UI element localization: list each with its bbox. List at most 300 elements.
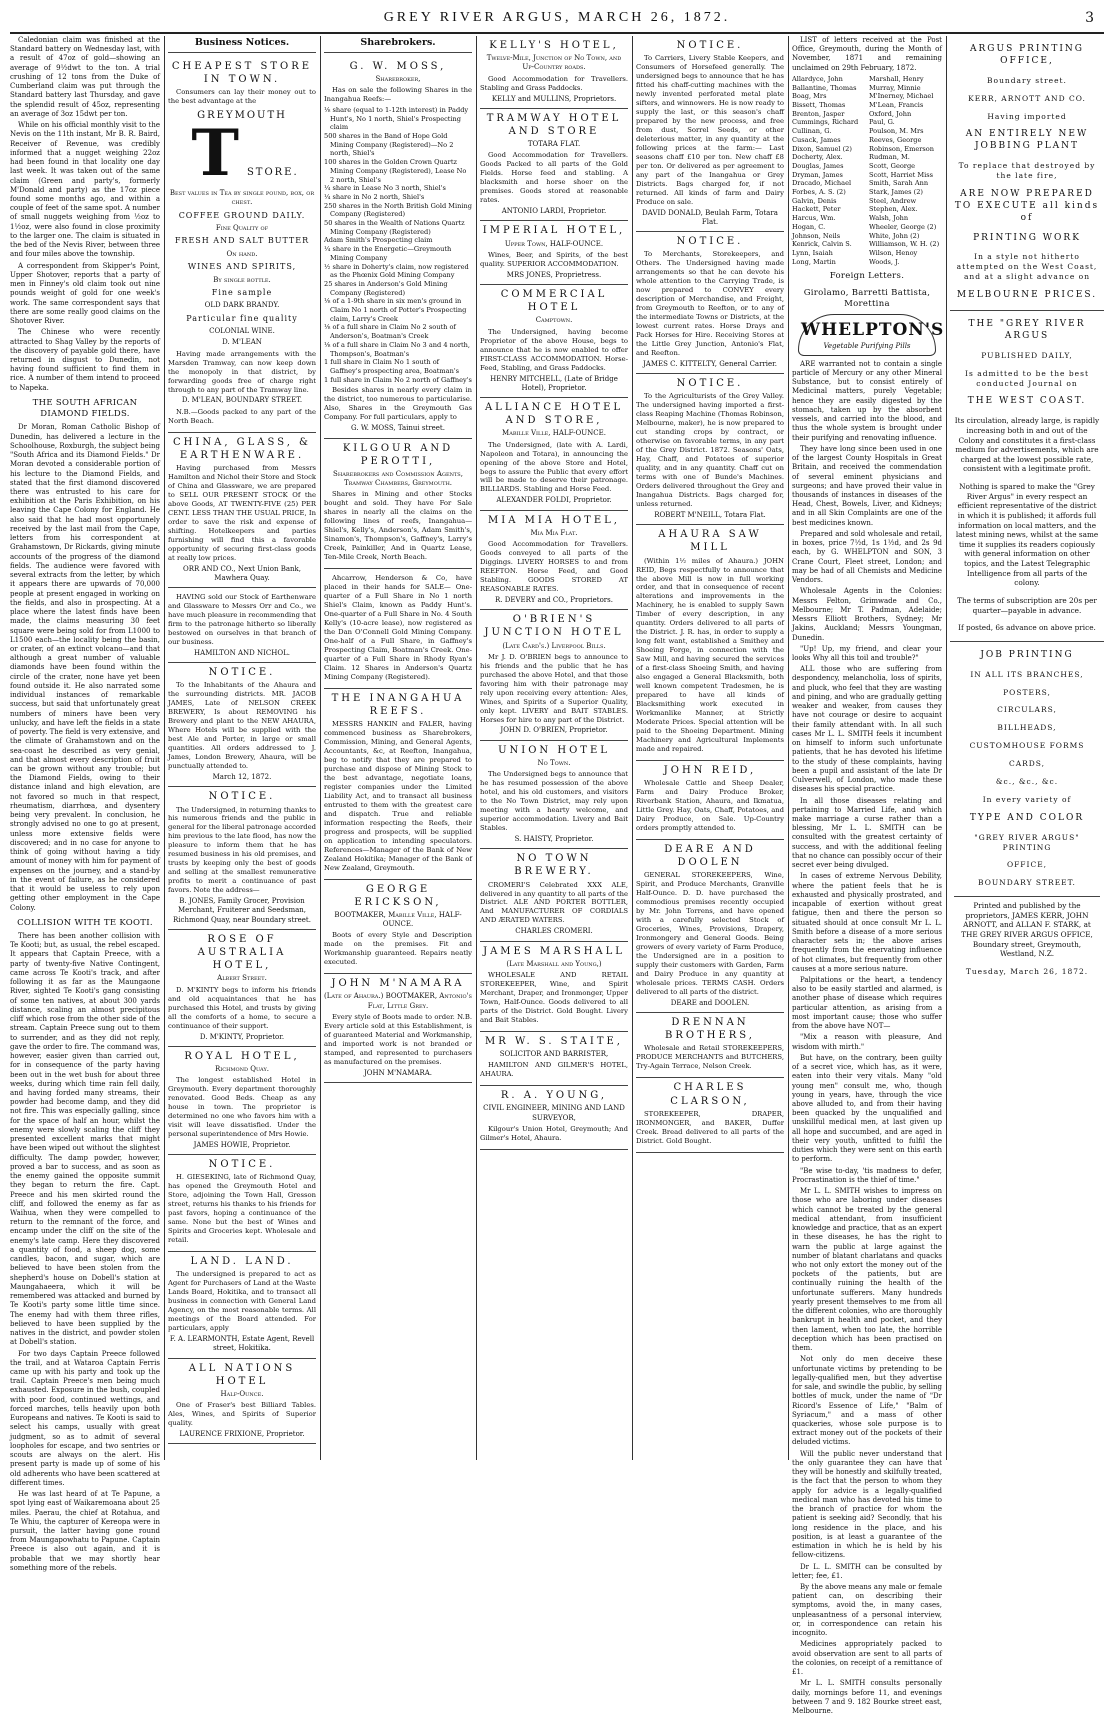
ad-heading: G. W. MOSS,: [349, 60, 447, 72]
ad-signature: HENRY MITCHELL, (Late of Bridge Hotel), Proprietor.: [490, 374, 618, 392]
advertisement: [636, 1013, 784, 1078]
ad-subheading: Sharebrokers and Commission Agents, Tramway Chambers, Greymouth.: [333, 469, 463, 488]
ad-body: MESSRS HANKIN and FALER, having commenced business as Sharebrokers, Commission, Mining, and General Agents, Accountants, &c, at Reefton, Inangahua, beg to notify that they are prepared to purchase and dispose of Mining Stock to the best advantage, negotiate loans, register companies under the Limited Liability Act, and to transact all business entrusted to them with the greatest care and dispatch. True and reliable information respecting the Reefs, their progress and prospects, will be supplied on application to intending speculators. References—Manager of the Bank of New Zealand Hokitika; Manager of the Bank of New Zealand, Greymouth.: [324, 720, 472, 872]
advertisement: [480, 849, 628, 941]
office-line: In a style not hitherto attempted on the West Coast, and at a slight advance on: [956, 252, 1098, 282]
office-line: ARE NOW PREPARED TO EXECUTE all kinds of: [954, 188, 1100, 223]
foreign-letters: Girolamo, Barretti Battista, Morettina: [803, 287, 931, 309]
ad-body: Wholesale Cattle and Sheep Dealer, Farm and Dairy Produce Broker, Riverbank Station, Ahaura, and Ikmatua, Little Grey. Hay, Oats, Chaff, Potatoes, and Dairy Produce, on Sale. Up-Country orders promptly attended to.: [636, 779, 784, 832]
ad-heading: ROYAL HOTEL,: [184, 1050, 300, 1062]
ad-signature: ROBERT M'NEILL, Totara Flat.: [654, 510, 766, 519]
office-line: KERR, ARNOTT AND CO.: [968, 93, 1086, 103]
share-item: 100 shares in the Golden Crown Quartz Mining Company (Registered), Lease No 2 north, Shiel's: [324, 158, 467, 184]
advertisement: [324, 974, 472, 1083]
news-paragraph: While on his official monthly visit to the Nevis on the 11th instant, Mr B. R. Baird, Receiver of Revenue, was credibly informed that a nugget weighing 22oz had been found in that locality one day last week. It was taken out of the same claim (Green and party's, formerly M'Donald and party) as the 17oz piece found some months ago, and within a couple of feet of the same spot. A number of small nuggets weighing from ½oz to 1½oz, were also found in close proximity to the larger one. The claim is situated in the bed of the Nevis River, between three and four miles above the township.: [10, 121, 160, 259]
ad-signature: D. M'LEAN: [222, 338, 262, 347]
ad-subheading: (Late Card's.) Liverpool Bills.: [502, 641, 606, 650]
column-rule: [164, 36, 165, 1460]
ad-heading: NOTICE.: [676, 40, 744, 51]
ad-signature: KELLY and MULLINS, Proprietors.: [491, 94, 617, 103]
job-line: POSTERS,: [1003, 687, 1051, 697]
news-paragraph: The Chinese who were recently attracted to Shag Valley by the reports of the discovery of payable gold there, have returned in disgust to Dunedin, not having found sufficient to find them in rice. A number of them intend to proceed to Napeka.: [10, 328, 160, 392]
letter-name: Dryman, James: [792, 170, 843, 179]
ad-heading: MR W. S. STAITE,: [485, 1035, 623, 1047]
ad-body: Good Accommodation for Travellers. Goods Packed to all parts of the Gold Fields. Horse feed and stabling. A blacksmith and horse shoer on the premises. Goods stored at reasonable rates.: [480, 151, 628, 205]
letters-list-right: [869, 75, 942, 266]
column-header: Business Notices.: [168, 37, 316, 53]
letters-list: [792, 75, 942, 266]
share-item: ⅛ share (equal to 1-12th interest) in Paddy Hunt's, No 1 north, Shiel's Prospecting claim: [324, 105, 469, 132]
letter-name: Galvin, Denis: [792, 196, 837, 205]
ad-body: The Undersigned, (late with A. Lardi, Napoleon and Totara), in announcing the opening of the above Store and Hotel, begs to assure the Public that every effort will be made to deserve their patronage. BILLIARDS. Stabling and Horse Feed.: [480, 440, 628, 494]
ad-body: Mr J. D. O'BRIEN begs to announce to his friends and the public that he has purchased the above Hotel, and that those favoring him with their patronage may rely upon receiving every attention: Ales, Wines, and Spirits of a Superior Quality, only kept. LIVERY and BAIT STABLES. Horses for hire to any part of the District.: [480, 652, 628, 724]
ad-signature: CHARLES CROMERI.: [515, 927, 593, 936]
divider: [950, 310, 1104, 311]
share-item: ⅛ of a full share in Claim No 3 and 4 north, Thompson's, Boatman's: [324, 340, 470, 358]
share-item: Adam Smith's Prospecting claim: [324, 236, 433, 245]
letter-name: Marshall, Henry: [869, 74, 924, 83]
letter-name: Reeves, George: [869, 135, 922, 144]
letter-name: Kenrick, Calvin S.: [792, 240, 852, 249]
advertisement: [168, 1252, 316, 1358]
letter-name: Docherty, Alex.: [792, 153, 843, 162]
letter-name: Williamson, W. H. (2): [869, 240, 940, 249]
letter-name: Rudman, M.: [869, 153, 910, 162]
ad-body: Ahcarrow, Henderson & Co, have placed in their hands for SALE— One-quarter of a Full Share in No 1 north Shiel's Claim, known as Paddy Hunt's. One-quarter of a Full Share in No. 4 South Kelly's (10-acre lease), now registered as the Dan O'Connell Gold Mining Company. One-half of a Full Share, in Gaffney's Prospecting Claim, Boatman's Creek. One-quarter of a Full Share in Rhody Ryan's Claim. 12 Shares in Anderson's Quartz Mining Company (Registered).: [324, 574, 472, 681]
advert-paragraph: Medicines appropriately packed to avoid observation are sent to all parts of the colonies, on receipt of a remittance of £1.: [792, 1640, 942, 1677]
ad-line: Fine Quality of: [215, 224, 269, 233]
ad-signature: HAMILTON AND NICHOL.: [194, 648, 290, 657]
ad-signature: JOHN M'NAMARA.: [363, 1068, 433, 1077]
advert-paragraph: By the above means any male or female patient can, on describing their symptoms, avoid the, in many cases, unpleasantness of a personal interview, or, in correspondence can retain his incognito.: [792, 1582, 942, 1638]
advertisement: [324, 439, 472, 570]
ad-subheading: Mabille Ville, HALF-OUNCE.: [502, 429, 606, 438]
ad-signature: F. A. LEARMONTH, Estate Agent, Revell street, Hokitika.: [169, 1335, 315, 1353]
advertisement: [636, 1078, 784, 1152]
ad-heading: CHARLES CLARSON,: [670, 1082, 750, 1107]
ad-body: Kilgour's Union Hotel, Greymouth; And Gilmer's Hotel, Ahaura.: [480, 1124, 628, 1142]
letter-name: Brenton, Jasper: [792, 109, 845, 118]
ad-heading: COMMERCIAL HOTEL: [500, 289, 608, 314]
letters-list-left: [792, 75, 865, 266]
advert-paragraph: "Up! Up, my friend, and clear your looks Why all this toil and trouble?": [792, 644, 942, 662]
news-paragraph: Caledonian claim was finished at the Standard battery on Wednesday last, with a result of 47oz of gold—showing an average of 9½dwt to the ton. A trial crushing of 12 tons from the Duke of Cumberland claim was put through the Standard battery last Thursday, and gave the splendid result of 45oz, representing an average of 3oz 15dwt per ton.: [10, 36, 160, 118]
letter-name: Poulson, M. Mrs: [869, 127, 924, 136]
store-banner: [168, 109, 316, 192]
advertisement: [324, 57, 472, 439]
office-line: MELBOURNE PRICES.: [956, 290, 1098, 301]
ad-body: Has on sale the following Shares in the Inangahua Reefs:—: [324, 85, 472, 103]
share-item: ⅛ of a full share in Claim No 2 south of Anderson's, Boatman's Creek: [324, 323, 456, 341]
job-line: JOB PRINTING: [980, 649, 1074, 660]
ad-signature: LAURENCE FRIXIONE, Proprietor.: [179, 1430, 305, 1439]
ad-body: STOREKEEPER, DRAPER, IRONMONGER, and BAKER, Duffer Creek. Bread delivered to all parts of the District. Gold Bought.: [636, 1109, 784, 1145]
ad-signature: B. JONES, Family Grocer, Provision Merchant, Fruiterer and Seedsman, Richmond Quay, near Boundary street.: [173, 897, 311, 924]
advert-paragraph: "Be wise to-day, 'tis madness to defer, Procrastination is the thief of time.": [792, 1166, 942, 1184]
ad-heading: NO TOWN BREWERY.: [514, 853, 594, 878]
ad-subheading: Richmond Quay.: [215, 1064, 269, 1073]
letter-name: Lynn, Isaiah: [792, 249, 833, 257]
share-item: 25 shares in Anderson's Gold Mining Company (Registered): [324, 279, 448, 297]
ad-subheading: Upper Town, HALF-OUNCE.: [504, 239, 604, 248]
letter-name: Harcus, Wm.: [792, 214, 836, 223]
ad-signature: MRS JONES, Proprietress.: [506, 270, 602, 279]
hotels-column: [480, 36, 628, 1460]
advertisement: [324, 569, 472, 689]
ad-body: (Within 1½ miles of Ahaura.) JOHN REID, Begs respectfully to announce that the above Mill is now in full working order, and that in consequence of recent alterations and improvements in the Machinery, he is enabled to supply Sawn Timber of every description, in any quantity. Orders delivered to all parts of the District. J. R. has, in order to supply a long felt want, established a Smithey and Shoeing Forge, in connection with the Saw Mill, and having secured the services of a first-class Shoeing Smith, and having also engaged a General Blacksmith, both well known competent Tradesmen, he is prepared to have all kinds of Blacksmithing work executed in Workmanlike Manner, at Strictly Moderate Prices. Special attention will be paid to the Shoeing Department. Mining Machinery and Agricultural Implements made and repaired.: [636, 556, 784, 753]
ad-body: Wines, Beer, and Spirits, of the best quality. SUPERIOR ACCOMMODATION.: [480, 250, 628, 268]
daily-line: PUBLISHED DAILY,: [981, 350, 1073, 360]
advertisement: [636, 525, 784, 761]
job-line: "GREY RIVER ARGUS" PRINTING: [974, 832, 1080, 852]
advertisement: [168, 930, 316, 1047]
ad-heading: MIA MIA HOTEL,: [488, 514, 620, 526]
ad-body: To Merchants, Storekeepers, and Others. The Undersigned having made arrangements so that he can devote his whole attention to the Carrying Trade, is now prepared to CONVEY every description of Merchandise, and Freight, from Greymouth to Reefton, or to any of the intermediate Towns or Districts, at the lowest current rates. Horse Drays and Pack Horses for Hire. Receiving Stores at the Little Grey Junction, Antonio's Flat, and Reefton.: [636, 250, 784, 357]
ad-body: Consumers can lay their money out to the best advantage at the: [168, 87, 316, 105]
ad-body: Having made arrangements with the Marsden Tramway, can now keep down the monopoly in that district, by forwarding goods free of charge right through to any part of the Tramway line.: [168, 349, 316, 394]
ad-line: Fine sample: [211, 287, 273, 297]
ad-signature: ANTONIO LARDI, Proprietor.: [501, 207, 607, 216]
advertisement: [636, 374, 784, 525]
advert-paragraph: Prepared and sold wholesale and retail, in boxes, price 7½d, 1s 1½d, and 2s 9d each, by G. WHELPTON and SON, 3 Crane Court, Fleet street, London; and may be had of all Chemists and Medicine Vendors.: [792, 529, 942, 585]
job-line: CUSTOMHOUSE FORMS: [969, 741, 1085, 751]
office-line: To replace that destroyed by the late fire,: [958, 161, 1096, 181]
office-line: ARGUS PRINTING OFFICE,: [970, 44, 1084, 66]
advertisement: [480, 109, 628, 222]
column-rule: [476, 36, 477, 1460]
store-name: GREYMOUTH: [197, 109, 287, 121]
ad-subheading: BOOTMAKER, Mabille Ville, HALF-OUNCE.: [334, 910, 462, 929]
ad-heading: TRAMWAY HOTEL AND STORE: [486, 112, 622, 138]
letter-name: Walsh, John: [869, 214, 909, 223]
notices-column: [636, 36, 784, 1460]
letter-name: Paul, G.: [869, 118, 895, 127]
letter-name: Oxford, John: [869, 109, 912, 118]
office-line: Having imported: [987, 111, 1067, 121]
advertisement: [480, 398, 628, 511]
section-heading: COLLISION WITH TE KOOTI.: [17, 917, 153, 928]
ad-signature: ORR AND CO., Next Union Bank, Mawhera Quay.: [182, 564, 302, 582]
ad-signature: JAMES C. KITTELTY, General Carrier.: [643, 359, 777, 368]
ad-body: HAMILTON AND GILMER'S HOTEL, AHAURA.: [480, 1061, 628, 1079]
divider: [950, 641, 1104, 642]
letter-name: Allardyce, John: [792, 74, 843, 83]
store-label: STORE.: [246, 167, 299, 179]
letter-name: Dixon, Samuel (2): [792, 144, 852, 153]
letters-pills-column: [792, 36, 945, 1716]
ad-heading: ALLIANCE HOTEL AND STORE,: [484, 402, 624, 427]
advertisement: [636, 840, 784, 1013]
ad-body: Shares in Mining and other Stocks bought and sold. They have For Sale shares in nearly all the claims on the following lines of reefs, Inangahua— Shiel's, Kelly's, Anderson's, Adam Smith's, Sinamon's, Thompson's, Gaffney's, Larry's Creek, Painkiller, And in Quartz Lease, Ten-Mile Creek, North Beach.: [324, 490, 472, 562]
share-item: ½ share in Doherty's claim, now registered as the Phœnix Gold Mining Company: [324, 262, 469, 280]
ad-heading: ROSE OF AUSTRALIA HOTEL,: [197, 933, 287, 972]
letter-name: Dracado, Michael: [792, 179, 852, 188]
advertisement: [636, 761, 784, 840]
letter-name: Murray, Minnie: [869, 83, 921, 92]
ad-body: The longest established Hotel in Greymouth. Every department thoroughly renovated. Good Beds. Cheap as any house in town. The proprietor is determined no one who favors him with a visit will leave dissatisfied. Under the personal superintendence of Mrs Howie.: [168, 1076, 316, 1138]
advert-paragraph: Not only do men deceive these unfortunate victims by pretending to be legally-qualified men, but they advertise for sale, and swindle the public, by selling bottles of muck, under the name of "Dr Ricord's Essence of Life," "Balm of Syriacum," and a mass of other quackeries, whose sole purpose is to extract money out of the pockets of their deluded victims.: [792, 1355, 942, 1447]
ad-body: The undersigned is prepared to act as Agent for Purchasers of Land at the Waste Lands Board, Hokitika, and to transact all business in connection with General Land Agency, on the most reasonable terms. All meetings of the Board attended. For particulars, apply: [168, 1270, 316, 1333]
letter-name: White, John (2): [869, 231, 920, 240]
news-paragraph: He was last heard of at Te Papune, a spot lying east of Waikaremoana about 25 miles. Paerau, the chief at Rotahua, and Te Whiu, the capturer of Kereopa were in pursuit, the latter having gone round from Maungapowhatu to Papune. Captain Preece is also out again, and it is probable that we may shortly hear something more of the rebels.: [10, 1490, 160, 1572]
ad-body: Wholesale and Retail STOREKEEPERS, PRODUCE MERCHANTS and BUTCHERS, Try-Again Terrace, Nelson Creek.: [636, 1044, 784, 1071]
ad-body: CROMERI'S Celebrated XXX ALE, delivered in any quantity to all parts of the District. ALE AND PORTER BOTTLER, And MANUFACTURER OF CORDIALS AND ÆRATED WATERS.: [480, 880, 628, 925]
store-letter: T: [191, 116, 241, 192]
ad-body: Besides shares in nearly every claim in the district, too numerous to particularise. Also, Shares in the Greymouth Gas Company. For full particulars, apply to: [324, 386, 472, 422]
ad-subheading: No Town.: [537, 758, 571, 767]
ad-heading: NOTICE.: [676, 236, 744, 248]
office-line: PRINTING WORK: [973, 232, 1081, 243]
ad-body: D. M'KINTY begs to inform his friends and old acquaintances that he has purchased this Hotel, and trusts by giving all the comforts of a home, to secure a continuance of their support.: [168, 985, 316, 1030]
ad-line: WINES AND SPIRITS,: [187, 262, 297, 272]
letter-name: Ballantine, Thomas: [792, 83, 857, 92]
letter-name: Douglas, James: [792, 161, 844, 170]
letter-name: Stephen, Alex.: [869, 205, 918, 214]
sharebrokers-column: [324, 36, 472, 1460]
advert-paragraph: They have long since been used in one of the largest County Hospitals in Great Britain, and received the commendation of several eminent physicians and surgeons; and have proved their value in thousands of instances in diseases of the Head, Chest, Bowels, Liver, and Kidneys; and in all Skin Complaints are one of the best medicines known.: [792, 444, 942, 527]
letter-name: Cullinan, G.: [792, 127, 832, 136]
share-item: 50 shares in the Wealth of Nations Quartz Mining Company (Registered): [324, 219, 465, 236]
advertisement: [480, 511, 628, 610]
ad-signature: March 12, 1872.: [212, 773, 272, 782]
ad-body: One of Fraser's best Billiard Tables. Ales, Wines, and Spirits of Superior quality.: [168, 1401, 316, 1428]
ad-signature: ALEXANDER FOLDI, Proprietor.: [496, 496, 612, 505]
ad-line: COLONIAL WINE.: [209, 327, 275, 336]
share-item: 250 shares in the North British Gold Mining Company (Registered): [324, 201, 472, 219]
ad-signature: DEARE and DOOLEN.: [670, 998, 750, 1007]
ad-body: Good Accommodation for Travellers. Stabling and Grass Paddocks.: [480, 74, 628, 92]
ad-body: H. GIESEKING, late of Richmond Quay, has opened the Greymouth Hotel and Store, adjoining the Town Hall, Gresson street, returns his thanks to his friends for past favors, hoping a continuance of the same. None but the best of Wines and Spirits and Groceries kept. Wholesale and retail.: [168, 1173, 316, 1245]
page-number: 3: [1085, 10, 1094, 26]
ad-heading: ALL NATIONS HOTEL: [188, 1362, 296, 1387]
advertisement: [168, 1359, 316, 1445]
ad-heading: R. A. YOUNG,: [500, 1090, 608, 1102]
letter-name: Johnson, Neils: [792, 231, 841, 240]
news-paragraph: There has been another collision with Te Kooti; but, as usual, the rebel escaped. It appears that Captain Preece, with a party of twenty-five Native Contingent, came across Te Kooti's track, and after following it as far as the Maungaone River, sighted Te Kooti's gang consisting of some ten natives, at about 300 yards distance, scaling an almost precipitous cliff which rose from the other side of the stream. Captain Preece sung out to them to surrender, and as they did not reply, gave the order to fire. The command was, however, easier given than carried out, for in consequence of the party having been out in the wet bush for about three weeks, during which time rain fell daily, and having forded many streams, their powder had become damp, and they did not fire. This was especially galling, since for the space of half an hour, whilst the enemy were slowly scaling the cliff they presented excellent marks that might have been wiped out without the slightest difficulty. The damp powder, however, proved a bar to success, and as soon as the enemy gained the opposite summit they began to return the fire. Capt. Preece and his men skirted round the cliff, and followed the enemy as far as Waihua, when they were compelled to return to the remnant of the force, and encamp under the cliff on the site of the enemy's late camp. Here they discovered a quantity of food, a sheep dog, some candles, bacon, and sugar, which are believed to have been stolen from the shepherd's house on Dobell's station at Maungahaeera, which it will be remembered was attacked and burned by Te Kooti's party some little time since. The enemy had with them three rifles, believed to have been supplied by the natives in the district, and powder stolen at Dobell's station.: [10, 931, 160, 1347]
ad-line: By single bottle.: [213, 275, 271, 284]
newspaper-title: GREY RIVER ARGUS, MARCH 26, 1872.: [383, 10, 731, 25]
job-line: TYPE AND COLOR: [969, 812, 1085, 823]
ad-body: WHOLESALE AND RETAIL STOREKEEPER, Wine, and Spirit Merchant, Draper, and Ironmonger, Upper Town, Half-Ounce. Goods delivered to all parts of the District. Gold Bought. Livery and Bait Stables.: [480, 971, 628, 1024]
office-paragraph: Its circulation, already large, is rapidly increasing both in and out of the Colony and constitutes it a first-class medium for advertisements, which are charged at the lowest possible rate, consistent with a legitimate profit.: [954, 416, 1100, 474]
ad-body: Having purchased from Messrs Hamilton and Nichol their Store and Stock of China and Glassware, we are prepared to SELL OUR PRESENT STOCK Of the above Goods, AT TWENTY-FIVE (25) PER CENT. LESS THAN THE USUAL PRICE, In order to save the risk and expense of shifting. Hotelkeepers and parties furnishing will find this a favorable opportunity of securing first-class goods at really low prices.: [168, 464, 316, 562]
ad-subheading: SOLICITOR AND BARRISTER,: [499, 1050, 609, 1059]
advertisement: [480, 942, 628, 1032]
column-rule: [946, 36, 947, 1460]
ad-body: The Undersigned, in returning thanks to his numerous friends and the public in general for the liberal patronage accorded him previous to the late flood, has now the pleasure to inform them that he has resumed business in his old premises, and trusts by keeping only the best of goods and selling at the smallest remunerative profits to merit a continuance of past favors. Note the address—: [168, 805, 316, 895]
news-paragraph: Dr Moran, Roman Catholic Bishop of Dunedin, has delivered a lecture in the Schoolhouse, Roxburgh, the subject being "South Africa and its Diamond Fields." Dr Moran devoted a considerable portion of his lecture to the Diamond Fields, and stated that the first diamond discovered there was entrusted to his care for exhibition at the Paris Exhibition, on his leaving the Cape Colony for England. He also said that he had most opportunely received by the last mail from the Cape, letters from his correspondent at Grahamstown, Dr Rickards, giving minute accounts of the progress of the diamond fields. The audience were favored with several extracts from the letter, by which it appears there are upwards of 70,000 people at present engaged in working on the fields, and also in prospecting. At a place where the latest finds have been made, the claims measuring 30 feet square were being sold for from L1000 to L1500 each—the locality being the basin, or crater, of an extinct volcano—and that although a great number of valuable diamonds have been found within the circle of the crater, none have yet been found outside it. He also narrated some individual instances of remarkable success, but said that unfortunately great numbers of miners have been very unlucky, and have left the fields in a state of poverty. The field is very extensive, and the climate of Grahamstown and on the sea-coast he described as very genial, and that almost every description of fruit can be grown without any trouble; but the Diamond Fields, owing to their distance inland and high elevation, are not favored so much in that respect, rheumatism, diarrhœa, and dysentery being very prevalent. In conclusion, he strongly advised no one to go at present, unless more extensive fields were discovered; and in no case for anyone to think of going without having a tidy amount of money with him for payment of expenses on the journey, and a stand-by in the event of failure, as he considered that it would be useless to rely upon getting other employment in the Cape Colony.: [10, 423, 160, 912]
advert-paragraph: ALL those who are suffering from despondency, melancholia, loss of spirits, and pluck, who feel that they are wasting and pining, and who are gradually getting weaker and weaker, from causes they have not courage or desire to acquaint their family attendant with. In all such cases Mr L. L. SMITH feels it incumbent on himself to inform such unfortunate patients, that he has devoted his lifetime to the study of these complaints, having been a pupil and assistant of the late Dr Culverwell, of London, who made these diseases his special practice.: [792, 665, 942, 794]
daily-line: THE "GREY RIVER ARGUS: [968, 319, 1086, 341]
ad-body: Boots of every Style and Description made on the premises. Fit and Workmanship guaranteed. Repairs neatly executed.: [324, 931, 472, 967]
advertisement: [636, 36, 784, 232]
ad-signature: JAMES HOWIE, Proprietor.: [193, 1140, 291, 1149]
ad-heading: NOTICE.: [676, 378, 744, 390]
ad-subheading: Twelve-Mile, Junction of No Town, and Up-Country roads.: [486, 54, 622, 72]
ad-heading: GEORGE ERICKSON,: [354, 883, 442, 908]
advertisement: [480, 741, 628, 849]
ad-heading: THE INANGAHUA REEFS.: [331, 692, 465, 717]
advert-paragraph: Mr L. L. SMITH consults personally daily, mornings before 11, and evenings between 7 and 9. 182 Bourke street east, Melbourne.: [792, 1679, 942, 1716]
ad-body: To Carriers, Livery Stable Keepers, and Consumers of Horsefeed generally. The undersigned begs to announce that he has fitted his chaff-cutting machines with the newly invented perforated metal plate sifters, and winnowers. He is now ready to supply the last, or this season's chaff prepared by the new process, and free from dust, Sorrel Seeds, or other deleterious matter, in any quantity at the following prices at the farm:— Last seasons chaff £10 per ton. New chaff £8 per ton. Or delivered as per agreement to any part of the Inangahua or Grey Districts. Bags charged for, if not returned. All kinds of farm and Dairy Produce on sale.: [636, 54, 784, 206]
job-line: CIRCULARS,: [997, 705, 1057, 715]
ad-heading: IMPERIAL HOTEL,: [482, 225, 626, 237]
advertisement: [480, 1086, 628, 1150]
ad-body: The Undersigned begs to announce that he has resumed possession of the above hotel, and his old customers, and visitors to the No Town District, may rely upon meeting with a hearty welcome, and superior accommodation. Livery and Bait Stables.: [480, 770, 628, 832]
share-item: 1 full share in Claim No 2 north of Gaffney's: [324, 375, 472, 384]
letter-name: Stark, James (2): [869, 188, 923, 197]
ad-line: FRESH AND SALT BUTTER: [174, 236, 310, 246]
advertisement: [480, 1032, 628, 1086]
advert-paragraph: But have, on the contrary, been guilty of a secret vice, which has, as it were, eaten into their very vitals. Many "old young men" consult me, who, though young in years, have, through the vice above alluded to, and from their having been quacked by the unqualified and unskillful medical men, at last given up all hope and succumbed, and are aged in their very youth, unfitted to fulfil the duties which they were sent on this earth to perform.: [792, 1053, 942, 1164]
ad-heading: KELLY'S HOTEL,: [489, 40, 619, 51]
ad-line: On hand.: [226, 249, 258, 258]
advertisement: [480, 285, 628, 398]
advertisement: [480, 221, 628, 285]
masthead: [10, 8, 1104, 34]
logo-word: WHELPTON'S: [801, 320, 945, 341]
ad-signature: R. DEVERY and CO., Proprietors.: [495, 595, 613, 604]
column-header: Sharebrokers.: [324, 37, 472, 53]
letter-name: Wheeler, George (2): [869, 222, 937, 231]
job-line: BOUNDARY STREET.: [978, 878, 1076, 888]
advertisement: [480, 36, 628, 109]
column-rule: [632, 36, 633, 1460]
share-item: 1 full share in Claim No 1 south of Gaffney's prospecting area, Boatman's: [324, 358, 460, 375]
imprint: Printed and published by the proprietors, JAMES KERR, JOHN ARNOTT, and ALLAN F. STARK, at THE GREY RIVER ARGUS OFFICE, Boundary street, Greymouth, Westland, N.Z.: [954, 896, 1100, 959]
ad-heading: NOTICE.: [208, 1159, 276, 1171]
news-paragraph: For two days Captain Preece followed the trail, and at Wataroa Captain Ferris came up with his party and took up the trail. Captain Preece's men being much exhausted. Exposure in the bush, coupled with poor food, continued wettings, and forced marches, tells heavily upon both Europeans and natives. Te Kooti is said to select his camps, usually with great judgment, so as to admit of several loopholes for escape, and two sentries or scouts are always on the alert. His present party is made up of some of his old adherents who have been scattered at different times.: [10, 1349, 160, 1487]
advertisement: [168, 57, 316, 433]
ad-heading: DRENNAN BROTHERS,: [665, 1017, 755, 1042]
letter-name: Smith, Sarah Ann: [869, 179, 929, 188]
news-paragraph: A correspondent from Skipper's Point, Upper Shotover, reports that a party of men in Finney's old claim took out nine pounds weight of gold for one week's work. The same correspondent says that there are some really good claims on the Shotover River.: [10, 261, 160, 326]
ad-heading: LAND. LAND.: [190, 1256, 294, 1268]
letter-name: Long, Martin: [792, 257, 836, 266]
ad-body: Every style of Boots made to order. N.B. Every article sold at this Establishment, is of guaranteed Material and Workmanship, and imported work is not branded or stamped, and represented to purchasers as manufactured on the premises.: [324, 1012, 472, 1066]
ad-heading: UNION HOTEL: [498, 744, 610, 756]
letter-name: Hogan, C.: [792, 222, 826, 231]
foreign-letters-heading: Foreign Letters.: [829, 271, 905, 282]
advert-paragraph: Mr L. L. SMITH wishes to impress on those who are laboring under diseases which cannot be treated by the general medical attendant, from insufficient knowledge and practice, that as an expert in these diseases, he has the right to warn the public at large against the number of blatant charlatans and quacks who not only extort the money out of the pockets of the patients, but are continually ruining the health of the unfortunate sufferers. Many hundreds yearly present themselves to me from all the different colonies, who are thoroughly bankrupt in health and pocket, and they then lament, when too late, the horrible deception which has been practised on them.: [792, 1187, 942, 1353]
ad-heading: O'BRIEN'S JUNCTION HOTEL: [484, 614, 624, 639]
advertisement: [168, 663, 316, 787]
advert-paragraph: In all those diseases relating and pertaining to Married Life, and which make marriage a curse rather than a blessing, Mr L. L. SMITH can be consulted with the greatest certainty of success, and with the additional feeling that no chance can possibly occur of their secret ever being divulged.: [792, 796, 942, 870]
share-item: ¼ share in No 2 north, Shiel's: [324, 192, 425, 201]
whelpton-logo: [798, 314, 945, 356]
advertisement: [168, 1047, 316, 1155]
job-line: In every variety of: [982, 794, 1072, 804]
ad-subheading: Sharebroker,: [375, 74, 421, 83]
advert-paragraph: ARE warranted not to contain a single particle of Mercury or any other Mineral Substance, but to consist entirely of Medicinal matters, purely Vegetable; hence they are easily digested by the stomach, taken up by the absorbent vessels, and carried into the blood, and thus the whole system is brought under their purifying and renovating influence.: [792, 359, 942, 442]
ad-body: GENERAL STOREKEEPERS, Wine, Spirit, and Produce Merchants, Granville Half-Ounce. D. D. have purchased the commodious premises recently occupied by Mr. John Torrens, and have opened with a carefully selected Stock of Groceries, Wines, Provisions, Drapery, Ironmongery and General Goods. Being growers of every variety of Farm Produce, the Undersigned are in a position to supply their customers with Garden, Farm and Dairy Produce in any quantity at wholesale prices. TERMS CASH. Orders delivered to all parts of the district.: [636, 871, 784, 996]
ad-subheading: Half-Ounce.: [220, 1389, 264, 1398]
job-line: BILLHEADS,: [997, 723, 1057, 733]
ad-heading: KILGOUR AND PEROTTI,: [342, 442, 454, 467]
ad-line: Particular fine quality: [186, 313, 298, 323]
advertisement: [480, 610, 628, 741]
letter-name: M'Inerney, Michael: [869, 92, 934, 101]
letter-name: Steel, Andrew: [869, 196, 917, 205]
ad-subheading: Camptown.: [535, 316, 573, 325]
share-item: ¼ share in the Energetic—Greymouth Mining Company: [324, 245, 452, 262]
argus-office-column: [950, 36, 1104, 1460]
letter-name: Robinson, Emerson: [869, 144, 935, 153]
letter-name: Hackett, Peter: [792, 205, 841, 214]
office-paragraph: Nothing is spared to make the "Grey River Argus" in every respect an efficient representative of the district in which it is published; it affords full information on local matters, and the latest mining news, whilst at the same time it supplies its readers copiously with general information on other topics, and the Latest Telegraphic Intelligence from all parts of the colony.: [955, 482, 1099, 588]
ad-subheading: (Late of Ahaura.) BOOTMAKER, Antonio's Flat, Little Grey.: [324, 992, 472, 1010]
letter-name: Cummings, Richard: [792, 118, 859, 127]
logo-subtitle: Vegetable Purifying Pills: [823, 341, 911, 350]
advertisement: [168, 433, 316, 589]
advert-paragraph: Wholesale Agents in the Colonies: Messrs Felton, Grimwade and Co., Melbourne; Mr T. Padman, Adelaide; Messrs Elliott Brothers, Sydney; Mr Jakins, Auckland; Messrs Youngman, Dunedin.: [792, 587, 942, 642]
ad-heading: NOTICE.: [208, 791, 276, 803]
share-item: ¼ share in Lease No 3 north, Shiel's: [324, 184, 446, 193]
letters-heading: LIST of letters received at the Post Office, Greymouth, during the Month of November, 1871 and remaining unclaimed on 29th February, 1872.: [792, 36, 942, 72]
advert-paragraph: Will the public never understand that the only guarantee they can have that they will be honestly and skilfully treated, is the fact that the person to whom they apply for advice is a legally-qualified medical man who has devoted his time to the branch of practice for whom the patient is seeking aid? Secondly, that his long residence in the place, and his position, is at least a guarantee of the estimation in which he is held by his fellow-citizens.: [792, 1449, 942, 1560]
ad-body: To the Inhabitants of the Ahaura and the surrounding districts. MR. JACOB JAMES, Late of NELSON CREEK BREWERY, Is about REMOVING his Brewery and plant to the NEW AHAURA, Where Hotels will be supplied with the best Ale and Porter, in large or small quantities. All orders addressed to J. James, London Brewery, Ahaura, will be punctually attended to.: [168, 681, 316, 771]
ad-heading: CHINA, GLASS, & EARTHENWARE.: [173, 436, 311, 461]
advertisement: [324, 689, 472, 880]
ad-signature: G. W. MOSS, Tainui street.: [351, 424, 445, 433]
section-heading: THE SOUTH AFRICAN DIAMOND FIELDS.: [32, 397, 138, 420]
ad-signature: D. M'LEAN, BOUNDARY STREET.: [181, 396, 303, 405]
ad-heading: JAMES MARSHALL: [483, 945, 625, 957]
letter-name: Bissett, Thomas: [792, 101, 846, 110]
column-rule: [320, 36, 321, 1460]
job-line: OFFICE,: [1006, 860, 1048, 870]
letter-name: Cusack, James: [792, 135, 841, 144]
ad-subheading: TOTARA FLAT.: [527, 140, 581, 149]
ad-heading: CHEAPEST STORE IN TOWN.: [171, 60, 313, 85]
advert-paragraph: "Mix a reason with pleasure, And wisdom with mirth.": [792, 1033, 942, 1051]
advert-paragraph: Palpitations or the heart, a tendency also to be easily startled and alarmed, is another phase of disease which requires particular attention, as arising from a most important cause; those who suffer from the above have NOT—: [792, 975, 942, 1031]
letter-name: Woods, J.: [869, 257, 900, 266]
letter-name: M'Lean, Francis: [869, 101, 924, 110]
letter-name: Forbes, A. S. (2): [792, 188, 846, 197]
office-paragraph: If posted, 6s advance on above price.: [958, 623, 1096, 633]
office-line: AN ENTIRELY NEW JOBBING PLANT: [965, 129, 1089, 152]
advertisement: [636, 232, 784, 374]
ad-note: N.B.—Goods packed to any part of the North Beach.: [168, 407, 316, 425]
ad-signature: D. M'KINTY, Proprietor.: [199, 1032, 285, 1041]
ad-subheading: (Late Marshall and Young,): [506, 959, 602, 968]
advert-paragraph: In cases of extreme Nervous Debility, where the patient feels that he is exhausted and physically prostrated, and incapable of exertion without great fatigue, then and there the person so situated should at once consult Mr L. L. Smith before a disease of a more serious character sets in; the above arises frequently from the enervating influence of hot climates, but frequently from other causes at a more serious nature.: [792, 872, 942, 973]
ad-signature: DAVID DONALD, Beulah Farm, Totara Flat.: [642, 208, 778, 226]
ad-line: OLD DARK BRANDY.: [204, 301, 280, 310]
advertisement: [324, 880, 472, 975]
news-column-1: [10, 36, 160, 1572]
advert-paragraph: Dr L. L. SMITH can be consulted by letter; fee, £1.: [792, 1562, 942, 1580]
share-item: 500 shares in the Band of Hope Gold Mining Company (Registered)—No 2 north, Shiel's: [324, 132, 454, 158]
letter-name: Wilson, Henoy: [869, 249, 918, 257]
ad-heading: JOHN REID,: [663, 764, 757, 776]
ad-heading: NOTICE.: [208, 667, 276, 679]
daily-line: Is admitted to be the best conducted Journal on: [965, 368, 1089, 388]
letter-name: Scott, Harriet Miss: [869, 170, 934, 179]
ad-line: COFFEE GROUND DAILY.: [178, 210, 306, 220]
advertisement: [168, 787, 316, 930]
ad-signature: JOHN D. O'BRIEN, Proprietor.: [500, 726, 608, 735]
ad-body: To the Agriculturists of the Grey Valley. The undersigned having imported a first-class Reaping Machine (Thomas Robinson, Melbourne, maker), he is now prepared to cut standing crops by contract, or otherwise on favorable terms, in any part of the Grey District. 1872. Seasons' Oats, Hay, Chaff, and Potatoes of superior quality, and in any quantity. Chaff cut on terms with one of Bunde's Machines. Orders delivered throughout the Grey and Inangahua Districts. Bags charged for, unless returned.: [636, 392, 784, 508]
share-item: ⅛ of a 1-9th share in six men's ground in Claim No 1 north of Potter's Prospecting claim, Larry's Creek: [324, 297, 467, 323]
ad-body: The Undersigned, having become Proprietor of the above House, begs to announce that he is now enabled to offer FIRST-CLASS ACCOMMODATION. Horse-Feed, Stabling, and Grass Paddocks.: [480, 327, 628, 372]
letter-name: Boag, Mrs: [792, 92, 827, 101]
daily-line: THE WEST COAST.: [967, 396, 1087, 407]
ad-subheading: CIVIL ENGINEER, MINING AND LAND SURVEYOR,: [483, 1104, 625, 1122]
ad-subheading: Mia Mia Flat.: [530, 528, 578, 537]
column-rule: [788, 36, 789, 1460]
